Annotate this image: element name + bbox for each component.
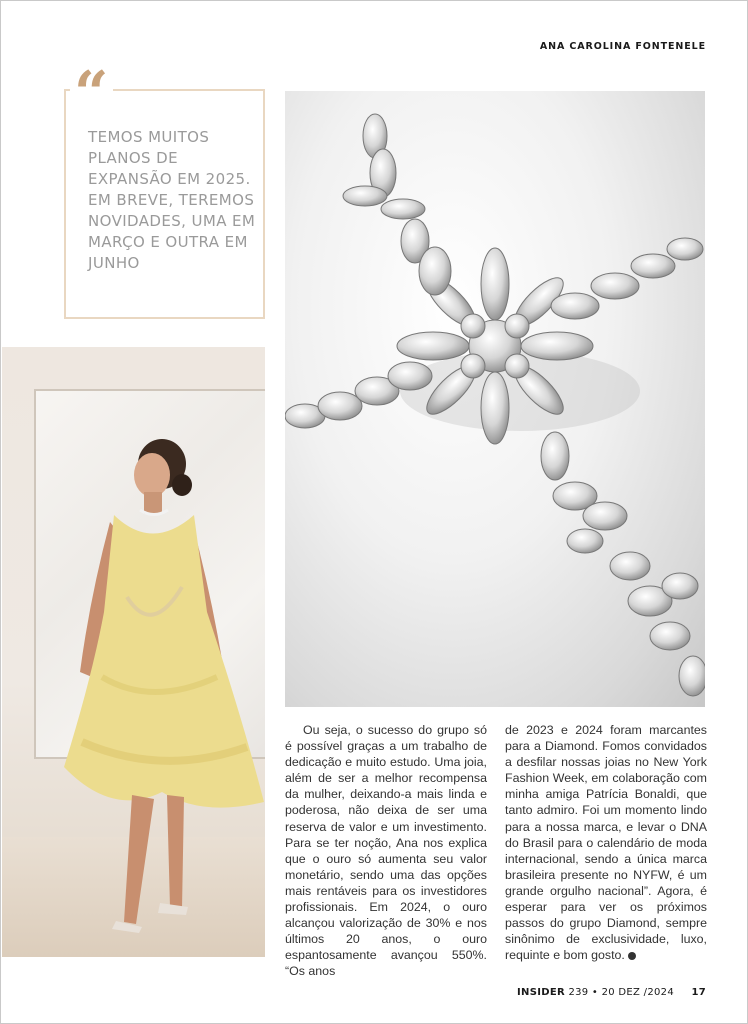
page-number: 17 (691, 987, 706, 998)
body-text-left-column: Ou seja, o sucesso do grupo só é possível graças a um trabalho de dedicação e muito estudo. Uma joia, além de ser a melhor recompensa da mulher, deixando-a mais linda e poderosa, não deixa de ser uma reserva de valor e um investimento. Para se ter noção, Ana nos explica que o ouro só aumenta seu valor monetário, sendo uma das opções mais rentáveis para os investidores profissionais. Em 2024, o ouro alcançou valorização de 30% e nos últimos 20 anos, o ouro espantosamente avançou 550%. “Os anos (285, 723, 487, 979)
woman-figure (2, 347, 265, 957)
quote-mark-icon: “ (70, 64, 113, 124)
magazine-name: INSIDER (517, 987, 565, 998)
body-text-right-column (505, 722, 707, 963)
body-text-right: de 2023 e 2024 foram marcantes para a Diamond. Fomos convidados a desfilar nossas joias no New York Fashion Week, em colaboração com minha amiga Patrícia Bonaldi, que tanto admiro. Foi um momento lindo para a nossa marca, e levar o DNA do Brasil para o calendário de moda internacional, sendo a única marca brasileira presente no NYFW, é um grande orgulho nacional”. Agora, é esperar para ver os próximos passos do grupo Diamond, sempre sinônimo de exclusividade, luxo, requinte e bom gosto. (505, 723, 707, 963)
author-name: ANA CAROLINA FONTENELE (539, 41, 706, 52)
issue-info: 239 • 20 DEZ /2024 (568, 987, 674, 998)
pull-quote-text: TEMOS MUITOS PLANOS DE EXPANSÃO EM 2025. EM BREVE, TEREMOS NOVIDADES, UMA EM MARÇO E OUTRA EM JUNHO (88, 128, 256, 272)
diamond-necklace-graphic (285, 91, 705, 707)
page-footer (517, 987, 706, 998)
article-end-icon (628, 952, 636, 960)
jewelry-photo (285, 91, 705, 707)
woman-photo (2, 347, 265, 957)
